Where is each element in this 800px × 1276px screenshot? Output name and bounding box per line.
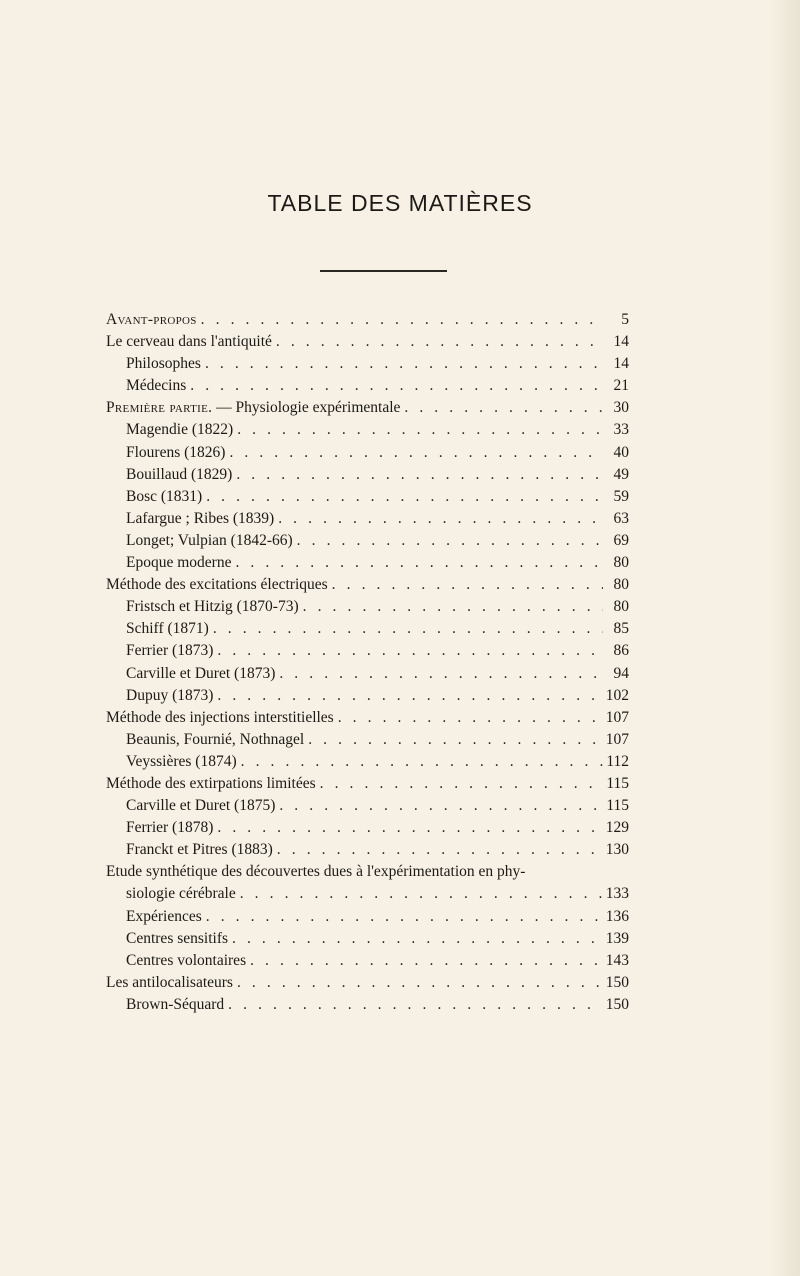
toc-entry-label: Avant-propos <box>106 311 197 328</box>
toc-page-number: 86 <box>613 642 629 660</box>
toc-entry <box>106 375 629 397</box>
toc-entry <box>106 530 629 552</box>
toc-leader-dots <box>236 883 603 905</box>
toc-leader-dots <box>400 397 603 419</box>
toc-entry-label: Carville et Duret (1875) <box>126 797 276 815</box>
toc-page-number: 136 <box>605 907 629 925</box>
toc-entry-label: Brown-Séquard <box>126 995 225 1013</box>
toc-entry-label: Médecins <box>126 377 187 395</box>
toc-entry-label: Magendie (1822) <box>126 421 234 439</box>
toc-entry-label: Méthode des extirpations limitées <box>106 774 316 792</box>
page-title: TABLE DES MATIÈRES <box>267 190 533 216</box>
toc-page-number: 112 <box>606 752 629 770</box>
toc-entry <box>106 442 629 464</box>
toc-page-number: 14 <box>613 333 629 351</box>
toc-leader-dots <box>224 994 603 1016</box>
toc-leader-dots <box>275 663 603 685</box>
toc-entry-label: Beaunis, Fournié, Nothnagel <box>126 730 305 748</box>
toc-entry-label: Ferrier (1873) <box>126 642 214 660</box>
toc-entry-label: Centres volontaires <box>126 951 247 969</box>
toc-page-number: 150 <box>605 973 629 991</box>
toc-entry-label <box>106 397 400 419</box>
toc-entry <box>106 839 629 861</box>
toc-entry-label: Expériences <box>126 907 202 925</box>
toc-entry <box>106 707 629 729</box>
toc-page-number: 102 <box>605 686 629 704</box>
toc-entry-part-prefix: Première partie. <box>106 399 213 417</box>
toc-entry <box>106 397 629 419</box>
toc-page-number: 80 <box>613 554 629 572</box>
toc-leader-dots <box>274 508 603 530</box>
toc-page-number: 33 <box>613 421 629 439</box>
toc-entry-label: Ferrier (1878) <box>126 819 214 837</box>
toc-entry <box>106 795 629 817</box>
toc-entry-label: Philosophes <box>126 355 201 373</box>
toc-entry-label: Les antilocalisateurs <box>106 973 233 991</box>
toc-leader-dots <box>186 375 603 397</box>
toc-entry-label: Veyssières (1874) <box>126 752 237 770</box>
toc-page-number: 30 <box>613 399 629 417</box>
toc-entry-label: Epoque moderne <box>126 554 232 572</box>
toc-entry <box>106 928 629 950</box>
toc-page-number: 14 <box>613 355 629 373</box>
toc-entry-label: Flourens (1826) <box>126 443 226 461</box>
toc-leader-dots <box>197 309 603 331</box>
toc-page-number: 63 <box>613 509 629 527</box>
toc-entry-label: Bouillaud (1829) <box>126 465 233 483</box>
toc-leader-dots <box>304 729 603 751</box>
toc-leader-dots <box>334 707 603 729</box>
toc-page-number: 130 <box>605 841 629 859</box>
toc-leader-dots <box>233 419 603 441</box>
toc-entry-label: Dupuy (1873) <box>126 686 214 704</box>
toc-page-number: 107 <box>605 730 629 748</box>
toc-page-number: 69 <box>613 531 629 549</box>
toc-entry <box>106 618 629 640</box>
toc-entry <box>106 773 629 795</box>
toc-page-number: 94 <box>613 664 629 682</box>
toc-entry <box>106 883 629 905</box>
toc-leader-dots <box>246 950 603 972</box>
toc-entry-label: Franckt et Pitres (1883) <box>126 841 273 859</box>
toc-leader-dots <box>202 906 603 928</box>
toc-entry-label: Bosc (1831) <box>126 487 203 505</box>
toc-page-number: 40 <box>613 443 629 461</box>
toc-leader-dots <box>299 596 603 618</box>
toc-entry <box>106 817 629 839</box>
toc-leader-dots <box>228 928 603 950</box>
toc-entry <box>106 906 629 928</box>
toc-leader-dots <box>316 773 603 795</box>
toc-page-number: 85 <box>613 620 629 638</box>
toc-page-number: 59 <box>613 487 629 505</box>
toc-entry-label: Schiff (1871) <box>126 620 209 638</box>
toc-leader-dots <box>202 486 603 508</box>
title-divider <box>320 270 447 272</box>
toc-entry <box>106 508 629 530</box>
toc-leader-dots <box>209 618 603 640</box>
toc-leader-dots <box>232 464 603 486</box>
toc-leader-dots <box>275 795 603 817</box>
toc-entry <box>106 353 629 375</box>
toc-entry <box>106 685 629 707</box>
toc-entry <box>106 663 629 685</box>
toc-entry <box>106 331 629 353</box>
toc-entry-label: Etude synthétique des découvertes dues à l'expérimentation en phy- <box>106 863 526 881</box>
toc-leader-dots <box>273 839 603 861</box>
toc-leader-dots <box>231 552 603 574</box>
toc-entry-label: Méthode des injections interstitielles <box>106 708 334 726</box>
toc-entry-label: Le cerveau dans l'antiquité <box>106 333 272 351</box>
toc-entry <box>106 486 629 508</box>
toc-leader-dots <box>293 530 603 552</box>
toc-page-number: 115 <box>606 774 629 792</box>
toc-entry <box>106 640 629 662</box>
toc-leader-dots <box>225 442 603 464</box>
toc-leader-dots <box>213 685 603 707</box>
toc-entry <box>106 552 629 574</box>
toc-entry-label: Centres sensitifs <box>126 929 229 947</box>
toc-entry <box>106 751 629 773</box>
table-of-contents <box>106 309 629 1016</box>
toc-leader-dots <box>233 972 603 994</box>
toc-entry <box>106 596 629 618</box>
toc-entry <box>106 419 629 441</box>
toc-entry-label: Lafargue ; Ribes (1839) <box>126 509 275 527</box>
toc-entry-label: siologie cérébrale <box>126 885 236 903</box>
toc-entry <box>106 861 629 883</box>
toc-entry <box>106 994 629 1016</box>
toc-page-number: 150 <box>605 995 629 1013</box>
toc-entry-label: Longet; Vulpian (1842-66) <box>126 531 293 549</box>
toc-entry-label: Méthode des excitations électriques <box>106 576 328 594</box>
toc-entry-part-title: — Physiologie expérimentale <box>212 399 401 417</box>
toc-page-number: 5 <box>621 311 629 328</box>
toc-entry <box>106 972 629 994</box>
toc-leader-dots <box>237 751 603 773</box>
toc-page-number: 139 <box>605 929 629 947</box>
toc-page-number: 115 <box>606 797 629 815</box>
toc-page-number: 21 <box>613 377 629 395</box>
toc-entry-label: Carville et Duret (1873) <box>126 664 276 682</box>
toc-page-number: 129 <box>605 819 629 837</box>
toc-page-number: 133 <box>605 885 629 903</box>
toc-leader-dots <box>272 331 603 353</box>
toc-entry <box>106 464 629 486</box>
toc-entry-label: Fristsch et Hitzig (1870-73) <box>126 598 299 616</box>
toc-leader-dots <box>201 353 603 375</box>
toc-page-number: 107 <box>605 708 629 726</box>
toc-page-number: 143 <box>605 951 629 969</box>
toc-entry <box>106 574 629 596</box>
toc-page-number: 80 <box>613 598 629 616</box>
toc-leader-dots <box>328 574 603 596</box>
toc-leader-dots <box>213 817 603 839</box>
toc-leader-dots <box>213 640 603 662</box>
toc-page-number: 80 <box>613 576 629 594</box>
toc-page-number: 49 <box>613 465 629 483</box>
toc-entry <box>106 309 629 331</box>
toc-entry <box>106 729 629 751</box>
toc-entry <box>106 950 629 972</box>
